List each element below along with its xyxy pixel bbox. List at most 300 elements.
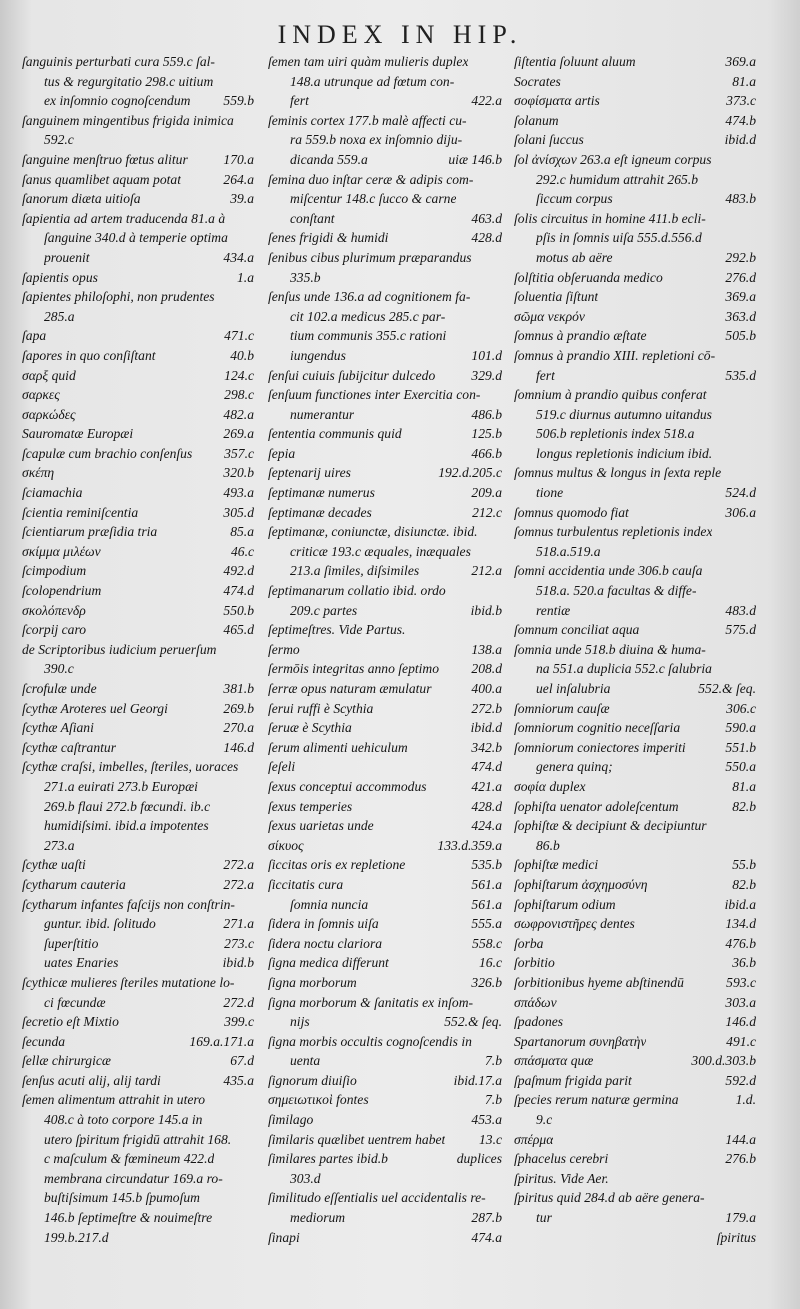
entry-term: ſorbitionibus hyeme abſtinendū [514,974,684,990]
entry-reference: 552.& ſeq. [698,681,756,696]
index-entry [514,346,756,366]
index-entry [514,561,756,581]
entry-reference: 292.b [725,249,756,265]
entry-reference: 551.b [725,739,756,755]
index-entry [22,1149,254,1169]
entry-reference: 428.d [471,798,502,814]
entry-term: ſemen tam uiri quàm mulieris duplex [268,54,469,69]
index-entry [22,424,254,444]
index-entry [514,1032,756,1052]
entry-term: ſophiſtarum odium [514,896,616,912]
entry-term: ſimilaris quælibet uentrem habet [268,1131,446,1147]
entry-reference: 326.b [471,974,502,990]
entry-reference: 36.b [732,955,756,971]
index-entry [268,307,502,327]
index-entry [514,581,756,601]
entry-term: miſcentur 148.c ſucco & carne [290,191,457,207]
entry-term: criticæ 193.c æquales, inæquales [290,543,471,559]
entry-term: ſcythæ craſsi, imbelles, ſteriles, uoraces [22,759,239,775]
entry-term: 506.b repletionis index 518.a [536,426,695,442]
entry-term: 273.a [44,837,75,853]
entry-term: ſophiſtarum ἀσχημοσύνη [514,876,648,892]
entry-reference: ibid.d [724,132,756,148]
entry-term: 199.b.217.d [44,1229,109,1245]
index-entry [268,72,502,92]
entry-term: 303.d [290,1170,321,1186]
index-entry [268,1130,502,1150]
entry-reference: 272.d [223,994,254,1010]
entry-term: ſomnum conciliat aqua [514,622,640,638]
entry-term: ſanguine menſtruo fœtus alitur [22,151,188,167]
entry-term: uel inſalubria [536,681,611,696]
entry-reference: 192.d.205.c [438,465,502,481]
entry-reference: 357.c [224,445,254,461]
index-entry [268,366,502,386]
entry-term: 285.a [44,308,75,324]
index-entry [268,993,502,1013]
index-entry [22,1169,254,1189]
index-entry [22,111,254,131]
index-entry [268,699,502,719]
entry-reference: 552.& ſeq. [444,1014,502,1030]
entry-reference: 550.a [725,759,756,775]
index-entry [514,601,756,621]
entry-term: 213.a ſimiles, diſsimiles [290,563,420,579]
entry-reference: 276.b [725,1151,756,1167]
index-entry [22,1188,254,1208]
entry-term: ſanorum diæta uitioſa [22,191,141,207]
entry-term: 292.c humidum attrahit 265.b [536,171,698,187]
entry-term: σοφίσματα artis [514,93,600,109]
index-entry [514,170,756,190]
entry-term: c maſculum & fœmineum 422.d [44,1151,215,1167]
entry-term: utero ſpiritum frigidū attrahit 168. [44,1131,232,1147]
index-entry [22,170,254,190]
index-entry [22,875,254,895]
entry-reference: 493.a [223,485,254,501]
index-entry [514,1090,756,1110]
entry-term: 592.c [44,132,74,148]
entry-reference: ſpiritus [716,1229,756,1245]
index-entry [22,52,254,72]
entry-term: ſignorum diuiſio [268,1072,357,1088]
index-entry [514,718,756,738]
entry-term: ſcythæ uaſti [22,857,86,873]
index-entry [514,483,756,503]
index-entry [268,91,502,111]
index-entry [22,307,254,327]
entry-term: ſigna morborum [268,974,357,990]
index-entry [22,287,254,307]
index-entry [514,405,756,425]
entry-reference: 320.b [223,465,254,481]
entry-term: longus repletionis indicium ibid. [536,445,713,461]
index-entry [268,973,502,993]
entry-term: ſol ἀνίσχων 263.a eſt igneum corpus [514,151,712,167]
entry-term: genera quinq; [536,759,613,775]
index-entry [268,1090,502,1110]
entry-reference: 298.c [224,387,254,403]
entry-term: ſepia [268,445,296,461]
entry-reference: ibid.17.a [453,1072,502,1088]
entry-term: ſpiritus. Vide Aer. [514,1170,609,1186]
index-entry [268,679,502,699]
index-entry [22,895,254,915]
index-entry [514,209,756,229]
index-entry [514,620,756,640]
index-entry [268,738,502,758]
index-entry [268,1110,502,1130]
entry-term: σαρκώδες [22,406,76,422]
index-entry [22,718,254,738]
index-entry [514,934,756,954]
entry-term: na 551.a duplicia 552.c ſalubria [536,661,712,677]
index-entry [268,1228,502,1248]
page-header: INDEX IN HIP. [277,20,523,49]
entry-term: Spartanorum συνηβατὴν [514,1033,647,1049]
index-entry [514,248,756,268]
index-entry [268,816,502,836]
index-entry [22,346,254,366]
entry-term: ſinapi [268,1229,300,1245]
index-entry [268,209,502,229]
entry-term: ra 559.b noxa ex inſomnio diju- [290,132,463,148]
index-entry [22,248,254,268]
entry-reference: 482.a [223,406,254,422]
entry-reference: 133.d.359.a [437,837,502,853]
entry-reference: 471.c [224,328,254,344]
entry-term: prouenit [44,249,90,265]
entry-reference: ibid.b [222,955,254,971]
entry-term: ſolani ſuccus [514,132,584,148]
index-entry [514,91,756,111]
index-entry [22,91,254,111]
index-entry [22,601,254,621]
index-entry [22,1130,254,1150]
entry-term: ſciamachia [22,485,83,501]
index-entry [268,914,502,934]
entry-term: ſomnium à prandio quibus conferat [514,387,707,403]
index-entry [22,1032,254,1052]
entry-term: ſerræ opus naturam æmulatur [268,681,432,696]
index-entry [268,895,502,915]
entry-reference: 264.a [223,171,254,187]
entry-reference: 273.c [224,935,254,951]
entry-term: ſigna morbis occultis cognoſcendis in [268,1033,472,1049]
index-entry [268,581,502,601]
entry-reference: 7.b [485,1092,502,1108]
index-entry [514,836,756,856]
entry-reference: 300.d.303.b [691,1053,756,1069]
entry-reference: 453.a [471,1112,502,1128]
index-entry [514,1188,756,1208]
index-entry [268,797,502,817]
index-column-middle [268,52,502,1247]
entry-term: 518.a.519.a [536,543,601,559]
entry-reference: 561.a [471,876,502,892]
entry-term: fert [290,93,309,109]
entry-term: ex inſomnio cognoſcendum [44,93,191,109]
entry-term: ſeminis cortex 177.b malè affecti cu- [268,112,467,128]
index-entry [268,522,502,542]
entry-term: ſomnus turbulentus repletionis index [514,524,713,540]
entry-reference: 16.c [478,955,502,971]
index-entry [268,287,502,307]
entry-term: σοφία duplex [514,778,586,794]
index-entry [514,72,756,92]
entry-term: ſemina duo inſtar ceræ & adipis com- [268,171,474,187]
entry-term: tus & regurgitatio 298.c uitium [44,73,214,89]
index-entry [22,1012,254,1032]
entry-reference: 101.d [471,347,502,363]
entry-reference: 422.a [471,93,502,109]
entry-term: ſuperſtitio [44,935,99,951]
entry-reference: 212.a [471,563,502,579]
index-entry [514,385,756,405]
entry-reference: 363.d [725,308,756,324]
entry-reference: 212.c [472,504,502,520]
entry-term: ci fœcundæ [44,994,106,1010]
entry-reference: 138.a [471,641,502,657]
entry-reference: 590.a [725,720,756,736]
index-entry [514,503,756,523]
index-entry [514,1228,756,1248]
entry-reference: 559.b [223,93,254,109]
index-entry [268,777,502,797]
entry-term: σπάδων [514,994,557,1010]
index-entry [22,640,254,660]
index-entry [514,522,756,542]
entry-term: pſis in ſomnis uiſa 555.d.556.d [536,230,702,246]
index-entry [22,973,254,993]
entry-term: 148.a utrunque ad fœtum con- [290,73,455,89]
index-entry [22,738,254,758]
entry-term: humidiſsimi. ibid.a impotentes [44,818,209,834]
entry-reference: 474.b [725,112,756,128]
entry-reference: 305.d [223,504,254,520]
index-entry [268,718,502,738]
index-entry [514,463,756,483]
entry-term: ſomnus quomodo fiat [514,504,629,520]
index-entry [268,601,502,621]
index-entry [268,346,502,366]
entry-term: ſomniorum cauſæ [514,700,610,716]
index-entry [268,542,502,562]
index-entry [268,757,502,777]
entry-term: σωφρονιστῆρες dentes [514,916,635,932]
index-entry [22,463,254,483]
entry-reference: ibid.d [470,720,502,736]
index-entry [22,444,254,464]
entry-reference: 593.c [726,974,756,990]
entry-reference: 82.b [732,876,756,892]
entry-term: ſenſus acuti alij, alij tardi [22,1072,161,1088]
entry-term: motus ab aëre [536,249,613,265]
entry-term: ſpecies rerum naturæ germina [514,1092,679,1108]
index-entry [268,111,502,131]
index-column-left [22,52,254,1247]
entry-term: ſeptimanæ decades [268,504,372,520]
entry-reference: 474.a [471,1229,502,1245]
entry-reference: 81.a [732,73,756,89]
entry-reference: 428.d [471,230,502,246]
entry-term: ſcythæ Aroteres uel Georgi [22,700,168,716]
entry-term: ſigna morborum & ſanitatis ex inſom- [268,994,474,1010]
entry-term: tium communis 355.c rationi [290,328,447,344]
index-entry [514,1169,756,1189]
index-entry [268,953,502,973]
entry-term: ſomniorum coniectores imperiti [514,739,686,755]
index-entry [22,72,254,92]
index-entry [514,268,756,288]
entry-reference: 558.c [472,935,502,951]
entry-reference: 7.b [485,1053,502,1069]
index-entry [268,934,502,954]
entry-reference: 466.b [471,445,502,461]
entry-term: ſpiritus quid 284.d ab aëre genera- [514,1190,705,1206]
index-entry [22,561,254,581]
entry-term: cit 102.a medicus 285.c par- [290,308,446,324]
index-entry [268,326,502,346]
entry-reference: 272.a [223,876,254,892]
entry-term: ſomnus à prandio æſtate [514,328,647,344]
entry-term: ſomnus multus & longus in ſexta reple [514,465,722,481]
index-entry [268,620,502,640]
entry-term: ſiccitatis cura [268,876,344,892]
entry-term: ſcythicæ mulieres ſteriles mutatione lo- [22,974,235,990]
index-entry [514,757,756,777]
index-entry [22,228,254,248]
entry-term: ſolanum [514,112,559,128]
entry-reference: 476.b [725,935,756,951]
index-entry [514,797,756,817]
index-entry [22,797,254,817]
entry-reference: 55.b [732,857,756,873]
entry-reference: 474.d [223,583,254,599]
index-entry [268,836,502,856]
entry-term: 335.b [290,269,321,285]
entry-term: ſcythæ Aſiani [22,720,94,736]
entry-reference: ibid.b [470,602,502,618]
index-entry [268,561,502,581]
index-entry [22,366,254,386]
entry-term: ſorbitio [514,955,555,971]
entry-reference: 381.b [223,681,254,696]
entry-term: guntur. ibid. ſolitudo [44,916,156,932]
index-entry [514,914,756,934]
index-entry [514,189,756,209]
entry-reference: 271.a [223,916,254,932]
entry-term: ſerum alimenti uehiculum [268,739,408,755]
entry-term: ſententia communis quid [268,426,402,442]
entry-term: fert [536,367,555,383]
index-entry [268,659,502,679]
entry-reference: 124.c [224,367,254,383]
index-entry [268,1051,502,1071]
index-entry [22,816,254,836]
index-entry [514,875,756,895]
entry-reference: duplices [456,1151,502,1167]
entry-reference: 306.a [725,504,756,520]
entry-reference: 40.b [230,347,254,363]
entry-term: ſeptenarij uires [268,465,351,481]
index-entry [268,503,502,523]
index-entry [514,953,756,973]
index-entry [22,914,254,934]
index-entry [514,1208,756,1228]
entry-reference: 483.d [725,602,756,618]
entry-term: de Scriptoribus iudicium peruerſum [22,641,217,657]
index-entry [514,1051,756,1071]
entry-term: ſermōis integritas anno ſeptimo [268,661,440,677]
index-entry [22,522,254,542]
entry-reference: 46.c [230,543,254,559]
index-entry [514,1012,756,1032]
entry-reference: 146.d [223,739,254,755]
entry-term: tur [536,1210,552,1226]
entry-term: ſiſtentia ſoluunt aluum [514,54,636,69]
entry-reference: 435.a [223,1072,254,1088]
entry-reference: 269.b [223,700,254,716]
index-entry [268,1169,502,1189]
entry-reference: ibid.a [724,896,756,912]
index-entry [268,405,502,425]
entry-term: σπάσματα quæ [514,1053,594,1069]
entry-term: ſomniorum cognitio neceſſaria [514,720,681,736]
entry-reference: 287.b [471,1210,502,1226]
entry-reference: 272.a [223,857,254,873]
entry-term: conſtant [290,210,335,226]
entry-term: ſigna medica differunt [268,955,389,971]
entry-reference: 369.a [725,289,756,305]
index-entry [268,1208,502,1228]
entry-term: ſecretio eſt Mixtio [22,1014,119,1030]
entry-term: ſenes frigidi & humidi [268,230,389,246]
entry-term: ſpadones [514,1014,564,1030]
entry-term: ſophiſtæ medici [514,857,599,873]
index-entry [514,1149,756,1169]
entry-reference: 67.d [230,1053,254,1069]
entry-term: ſolſtitia obſeruanda medico [514,269,663,285]
entry-reference: 535.b [471,857,502,873]
index-entry [268,1188,502,1208]
entry-reference: 208.d [471,661,502,677]
index-entry [268,1071,502,1091]
entry-term: ſenſus unde 136.a ad cognitionem fa- [268,289,471,305]
entry-term: σκέπη [22,465,55,481]
entry-reference: 369.a [725,54,756,69]
entry-reference: 486.b [471,406,502,422]
index-entry [22,993,254,1013]
entry-term: ſcythæ caſtrantur [22,739,117,755]
index-entry [268,424,502,444]
index-entry [514,699,756,719]
index-entry [22,189,254,209]
entry-term: ſiccitas oris ex repletione [268,857,406,873]
index-entry [514,130,756,150]
entry-reference: 272.b [471,700,502,716]
entry-term: ſidera in ſomnis uiſa [268,916,379,932]
index-entry [268,1149,502,1169]
index-column-right [514,52,756,1247]
entry-term: ſcrofulæ unde [22,681,97,696]
index-entry [514,1130,756,1150]
entry-reference: 303.a [725,994,756,1010]
entry-reference: 505.b [725,328,756,344]
entry-term: ſenſuum functiones inter Exercitia con- [268,387,481,403]
entry-term: σπέρμα [514,1131,554,1147]
entry-reference: 125.b [471,426,502,442]
